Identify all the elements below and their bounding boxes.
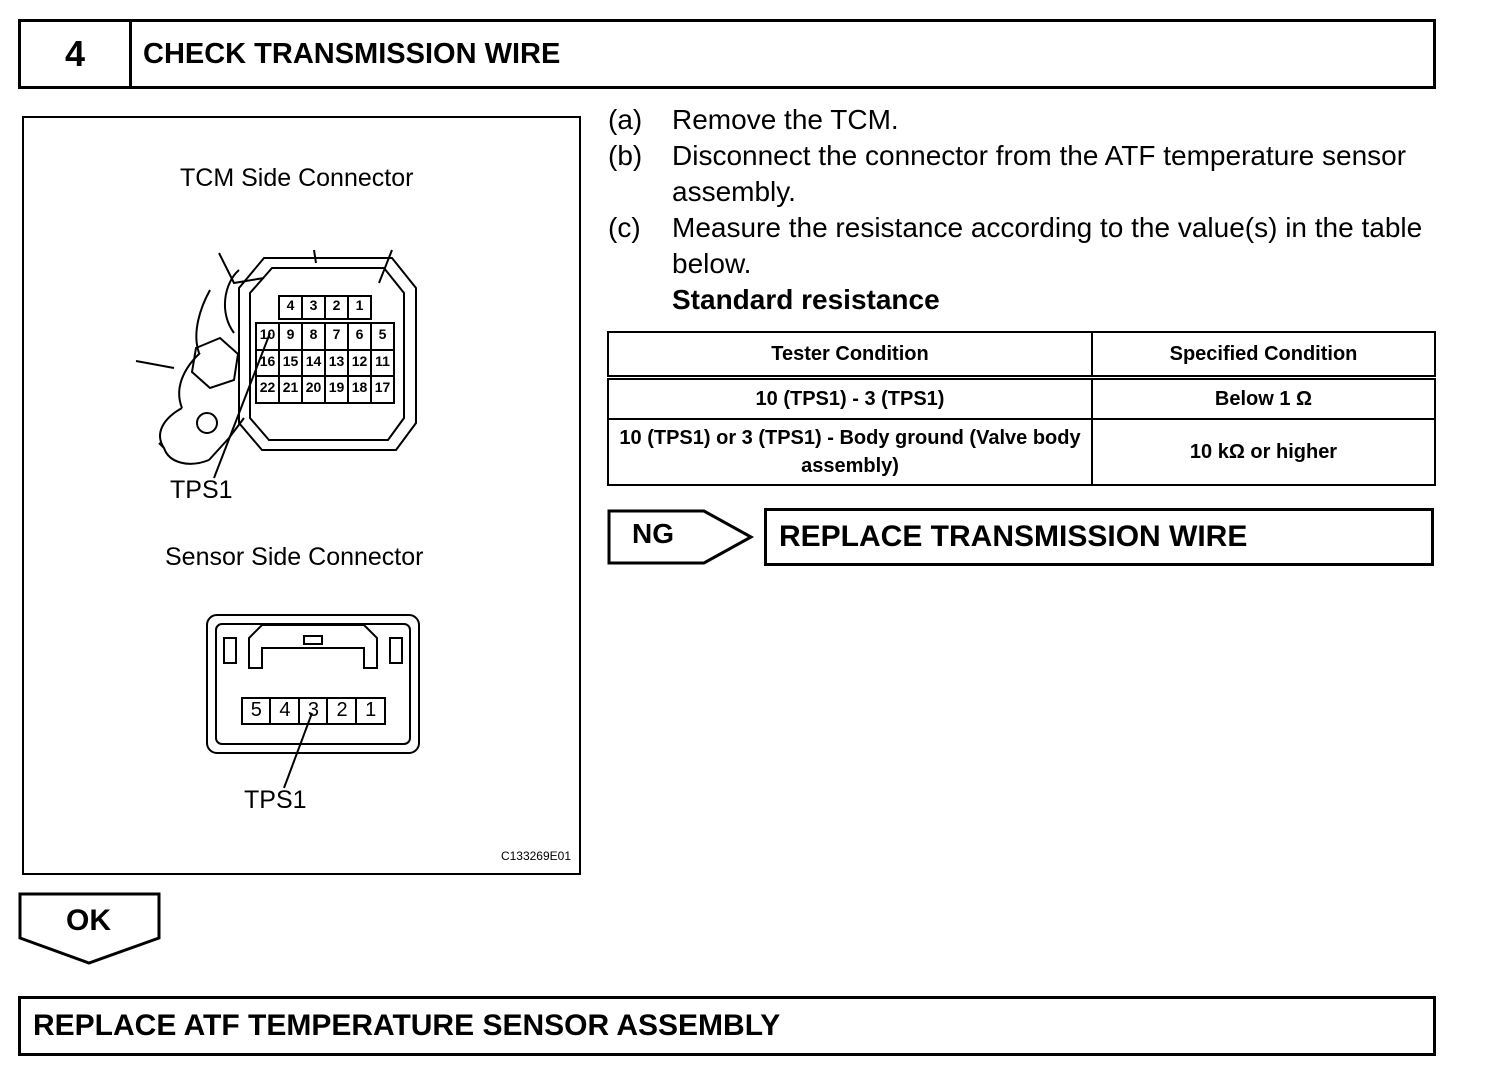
tcm-pin-row-bottom	[256, 379, 394, 395]
tcm-pin: 20	[305, 379, 322, 395]
tcm-pin-row-third	[256, 353, 394, 369]
standard-heading: Standard resistance	[672, 284, 940, 315]
tcm-pin: 11	[375, 353, 390, 369]
tcm-pin: 7	[332, 326, 341, 342]
step-title: CHECK TRANSMISSION WIRE	[143, 37, 561, 70]
instruction-text: Remove the TCM.	[672, 104, 899, 135]
tcm-pin: 16	[259, 353, 276, 369]
instruction-text: Measure the resistance according to the value(s) in the table below.	[672, 212, 1423, 279]
instruction-item	[608, 210, 1438, 282]
connector-figure	[22, 116, 581, 875]
tcm-pin: 18	[351, 379, 368, 395]
tcm-pin: 8	[309, 326, 318, 342]
table-header: Tester Condition	[608, 332, 1092, 378]
tcm-pin: 4	[286, 297, 295, 313]
sensor-connector-label: Sensor Side Connector	[165, 543, 424, 571]
figure-code: C133269E01	[500, 849, 571, 863]
instruction-marker: (a)	[608, 104, 643, 135]
instructions	[608, 102, 1438, 318]
ng-arrow	[606, 508, 756, 566]
step-number: 4	[21, 22, 132, 86]
instruction-marker: (c)	[608, 212, 641, 243]
tcm-pin: 15	[282, 353, 299, 369]
instruction-item	[608, 102, 1438, 138]
sensor-pin: 2	[336, 699, 348, 721]
resistance-table	[607, 331, 1436, 486]
sensor-pin: 4	[279, 699, 291, 721]
tcm-pin: 12	[351, 353, 368, 369]
instruction-marker: (b)	[608, 140, 643, 171]
tcm-pin-row-top	[279, 297, 371, 313]
tcm-pin-callout: TPS1	[170, 476, 233, 504]
ng-action-box: REPLACE TRANSMISSION WIRE	[764, 508, 1434, 566]
tcm-pin: 22	[259, 379, 276, 395]
sensor-pin-row	[242, 699, 385, 722]
tcm-pin: 14	[305, 353, 322, 369]
instruction-text: Disconnect the connector from the ATF temperature sensor assembly.	[672, 140, 1407, 207]
tcm-pin-row-middle	[256, 326, 394, 342]
sensor-pin: 1	[365, 699, 377, 721]
ok-action-box: REPLACE ATF TEMPERATURE SENSOR ASSEMBLY	[18, 996, 1436, 1056]
tcm-pin: 10	[259, 326, 276, 342]
tcm-pin: 3	[309, 297, 318, 313]
table-row	[608, 419, 1435, 485]
specified-condition: Below 1 Ω	[1092, 378, 1435, 420]
tcm-pin: 21	[282, 379, 299, 395]
tcm-pin: 2	[332, 297, 341, 313]
table-row	[608, 378, 1435, 420]
tcm-pin: 19	[328, 379, 345, 395]
ng-label: NG	[632, 518, 674, 549]
sensor-pin-callout: TPS1	[244, 786, 307, 814]
tcm-pin: 17	[374, 379, 391, 395]
specified-condition: 10 kΩ or higher	[1092, 419, 1435, 485]
instruction-item	[608, 138, 1438, 210]
tester-condition: 10 (TPS1) or 3 (TPS1) - Body ground (Valve body assembly)	[608, 419, 1092, 485]
tcm-connector-label: TCM Side Connector	[180, 164, 414, 192]
connector-drawing	[24, 118, 579, 873]
tcm-pin: 9	[286, 326, 295, 342]
step-header	[18, 19, 1436, 89]
tcm-pin: 13	[328, 353, 345, 369]
tester-condition: 10 (TPS1) - 3 (TPS1)	[608, 378, 1092, 420]
sensor-connector-outline	[207, 615, 419, 753]
tcm-pin: 5	[378, 326, 387, 342]
table-header-row	[608, 332, 1435, 378]
table-header: Specified Condition	[1092, 332, 1435, 378]
sensor-pin: 3	[307, 699, 320, 721]
tcm-pin: 1	[355, 297, 364, 313]
sensor-pin: 5	[250, 699, 262, 721]
tcm-pin: 6	[355, 326, 364, 342]
ok-label: OK	[66, 904, 111, 937]
